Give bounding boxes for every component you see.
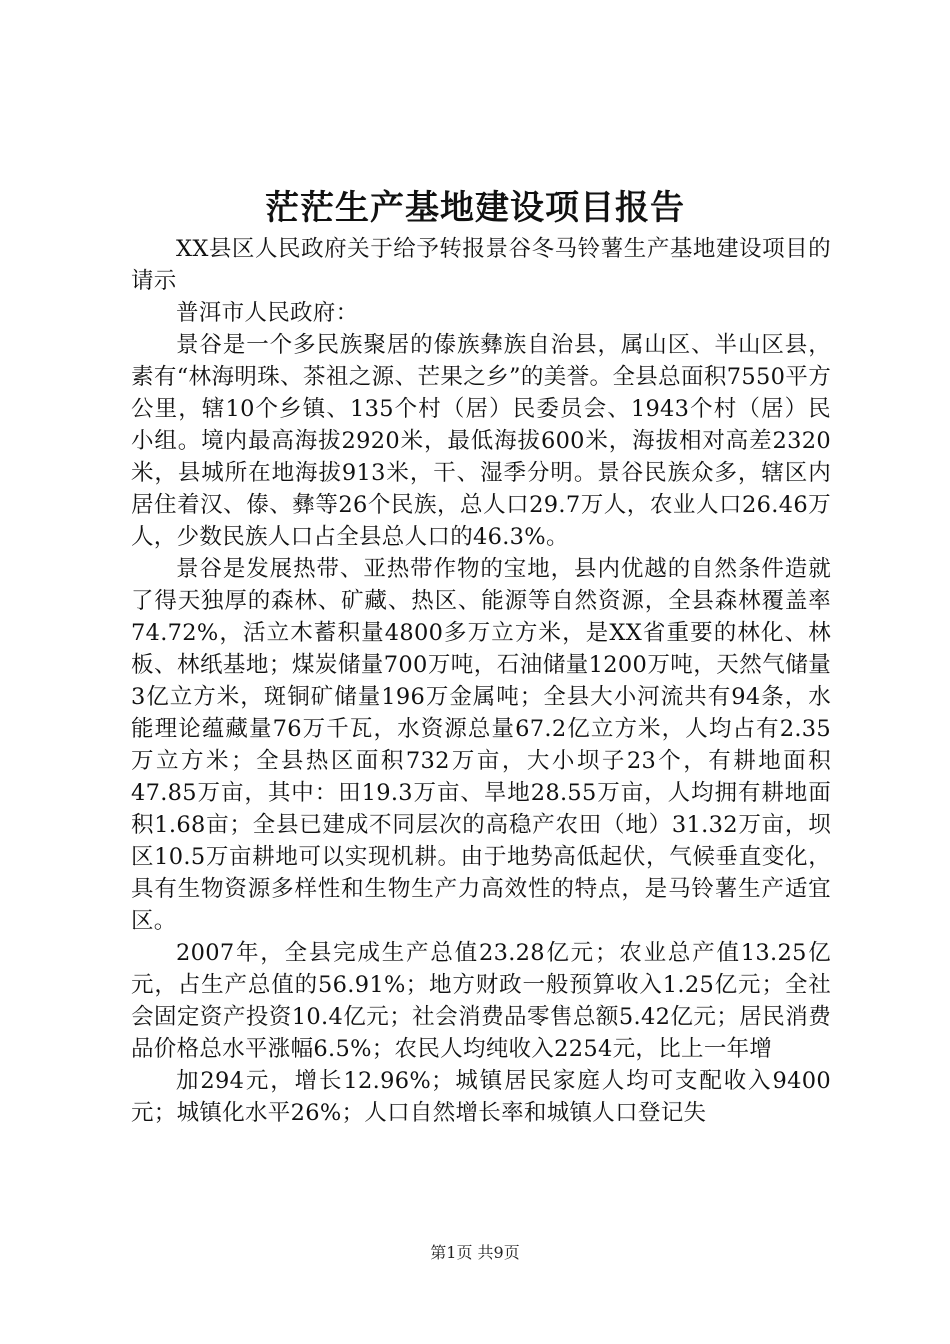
- document-body: [131, 233, 831, 1129]
- page-footer: 第1页 共9页: [430, 1243, 520, 1262]
- paragraph-county-overview: 景谷是一个多民族聚居的傣族彝族自治县，属山区、半山区县，素有“林海明珠、茶祖之源、芒果之乡”的美誉。全县总面积7550平方公里，辖10个乡镇、135个村（居）民委员会、1943个村（居）民小组。境内最高海拔2920米，最低海拔600米，海拔相对高差2320米，县城所在地海拔913米，干、湿季分明。景谷民族众多，辖区内居住着汉、傣、彝等26个民族，总人口29.7万人，农业人口26.46万人，少数民族人口占全县总人口的46.3%。: [131, 332, 831, 550]
- document-title: 茫茫生产基地建设项目报告: [265, 188, 685, 228]
- paragraph-economy-2007: 2007年，全县完成生产总值23.28亿元；农业总产值13.25亿元，占生产总值的56.91%；地方财政一般预算收入1.25亿元；全社会固定资产投资10.4亿元；社会消费品零售总额5.42亿元；居民消费品价格总水平涨幅6.5%；农民人均纯收入2254元，比上一年增: [131, 940, 831, 1062]
- paragraph-request-heading: XX县区人民政府关于给予转报景谷冬马铃薯生产基地建设项目的请示: [131, 236, 831, 294]
- paragraph-salutation: 普洱市人民政府：: [176, 300, 359, 326]
- paragraph-income-growth: 加294元，增长12.96%；城镇居民家庭人均可支配收入9400元；城镇化水平26%；人口自然增长率和城镇人口登记失: [131, 1068, 831, 1126]
- paragraph-natural-resources: 景谷是发展热带、亚热带作物的宝地，县内优越的自然条件造就了得天独厚的森林、矿藏、热区、能源等自然资源，全县森林覆盖率74.72%，活立木蓄积量4800多万立方米，是XX省重要的林化、林板、林纸基地；煤炭储量700万吨，石油储量1200万吨，天然气储量3亿立方米，斑铜矿储量196万金属吨；全县大小河流共有94条，水能理论蕴藏量76万千瓦，水资源总量67.2亿立方米，人均占有2.35万立方米；全县热区面积732万亩，大小坝子23个，有耕地面积47.85万亩，其中：田19.3万亩、旱地28.55万亩，人均拥有耕地面积1.68亩；全县已建成不同层次的高稳产农田（地）31.32万亩，坝区10.5万亩耕地可以实现机耕。由于地势高低起伏，气候垂直变化，具有生物资源多样性和生物生产力高效性的特点，是马铃薯生产适宜区。: [131, 556, 831, 934]
